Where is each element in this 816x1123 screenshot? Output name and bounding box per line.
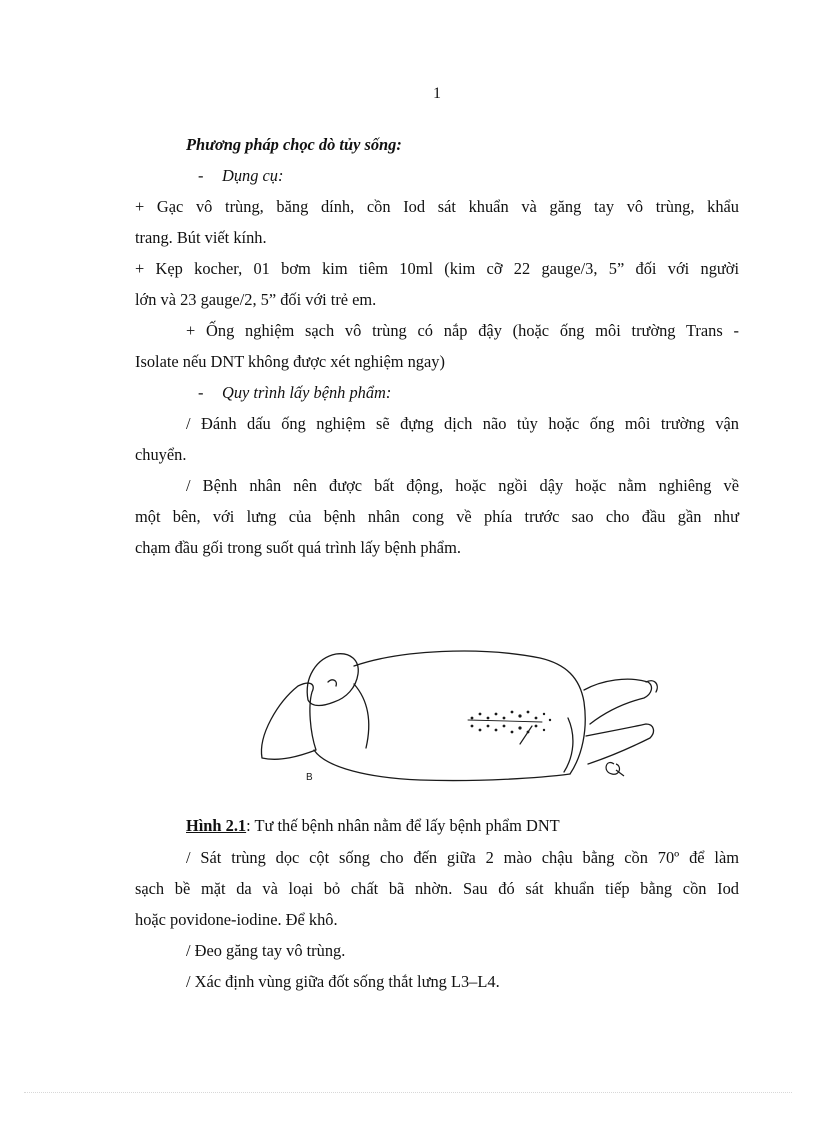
buttock-line bbox=[564, 718, 573, 772]
procedure-line-2: chuyển. bbox=[135, 445, 187, 464]
procedure-dash: - bbox=[198, 383, 204, 402]
ear-line bbox=[328, 680, 336, 686]
tools-line-5: + Ống nghiệm sạch vô trùng có nắp đậy (hoặc ống môi trường Trans - bbox=[186, 321, 739, 340]
tools-label: Dụng cụ: bbox=[222, 166, 284, 185]
caption-label: Hình 2.1 bbox=[186, 816, 247, 835]
spine-line bbox=[468, 720, 542, 722]
page-number: 1 bbox=[433, 85, 441, 102]
procedure-line-3: / Bệnh nhân nên được bất động, hoặc ngồi dậy hoặc nằm nghiêng về bbox=[186, 476, 739, 495]
tools-line-6: Isolate nếu DNT không được xét nghiệm ngay) bbox=[135, 352, 445, 371]
figure-caption bbox=[186, 815, 560, 837]
tools-line-2: trang. Bút viết kính. bbox=[135, 228, 267, 247]
tools-dash: - bbox=[198, 166, 204, 185]
figure-label-b: B bbox=[306, 772, 313, 783]
tools-line-4: lớn và 23 gauge/2, 5” đối với trẻ em. bbox=[135, 290, 377, 309]
after-line-2: sạch bề mặt da và loại bỏ chất bã nhờn. Sau đó sát khuẩn tiếp bằng cồn Iod bbox=[135, 879, 739, 898]
procedure-label: Quy trình lấy bệnh phẩm: bbox=[222, 383, 392, 402]
tools-line-1: + Gạc vô trùng, băng dính, cồn Iod sát khuẩn và găng tay vô trùng, khẩu bbox=[135, 197, 739, 216]
lower-leg bbox=[586, 724, 653, 764]
after-line-3: hoặc povidone-iodine. Để khô. bbox=[135, 910, 338, 929]
section-title: Phương pháp chọc dò tủy sống: bbox=[186, 135, 402, 154]
procedure-line-4: một bên, với lưng của bệnh nhân cong về phía trước sao cho đầu gần như bbox=[135, 507, 739, 526]
after-line-5: / Xác định vùng giữa đốt sống thắt lưng L3–L4. bbox=[186, 972, 500, 991]
artist-signature bbox=[606, 763, 624, 776]
caption-text: : Tư thế bệnh nhân nằm để lấy bệnh phẩm DNT bbox=[246, 816, 560, 835]
tools-line-3: + Kẹp kocher, 01 bơm kim tiêm 10ml (kim cỡ 22 gauge/3, 5” đối với người bbox=[135, 259, 739, 278]
after-line-1: / Sát trùng dọc cột sống cho đến giữa 2 mào chậu bằng cồn 70º để làm bbox=[186, 848, 739, 867]
needle bbox=[520, 726, 532, 744]
upper-text bbox=[135, 129, 739, 563]
tools-item bbox=[135, 160, 739, 191]
belly-outline bbox=[314, 750, 570, 781]
patient-position-illustration bbox=[250, 640, 660, 790]
procedure-item bbox=[135, 377, 739, 408]
lower-text bbox=[135, 842, 739, 997]
back-outline bbox=[354, 651, 585, 774]
after-line-4: / Đeo găng tay vô trùng. bbox=[186, 941, 346, 960]
shoulder-curve bbox=[354, 684, 369, 748]
procedure-line-5: chạm đầu gối trong suốt quá trình lấy bệnh phẩm. bbox=[135, 538, 461, 557]
upper-leg bbox=[584, 679, 651, 724]
procedure-line-1: / Đánh dấu ống nghiệm sẽ đựng dịch não tủy hoặc ống môi trường vận bbox=[186, 414, 739, 433]
page-bottom-divider bbox=[24, 1092, 792, 1093]
